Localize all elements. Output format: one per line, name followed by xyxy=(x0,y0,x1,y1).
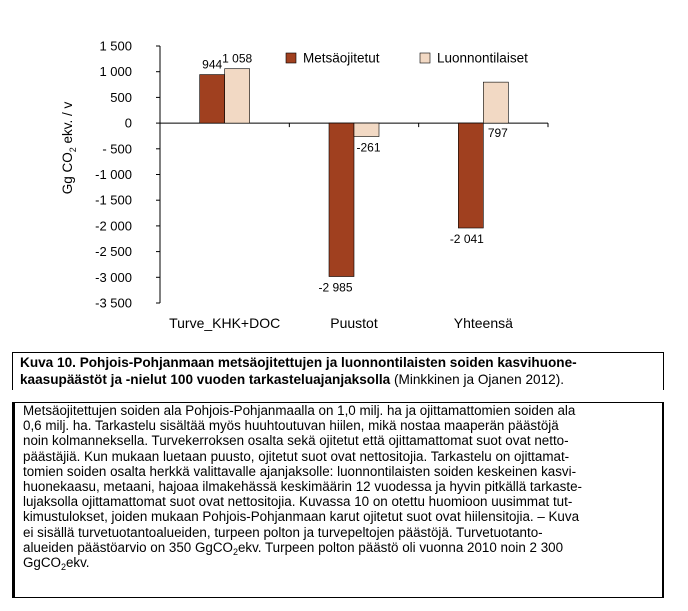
caption-citation: (Minkkinen ja Ojanen 2012). xyxy=(390,372,564,387)
data-label: 944 xyxy=(202,57,223,72)
bar-metsaojitetut xyxy=(200,75,225,124)
x-axis-categories xyxy=(169,315,513,331)
y-tick-label: -3 500 xyxy=(95,295,132,311)
figure-caption xyxy=(12,352,664,390)
y-tick-label: 500 xyxy=(110,89,132,105)
data-label: -2 041 xyxy=(449,232,484,247)
x-category-label: Yhteensä xyxy=(453,315,513,331)
x-category-label: Puustot xyxy=(330,315,378,331)
ylabel-main: Gg CO xyxy=(60,152,75,195)
body-fragment: ekv. xyxy=(65,555,90,571)
body-line: lujaksolla ojittamattomat suot ovat nettositojia. Kuvassa 10 on otettu huomioon uusimmat tut- xyxy=(23,494,573,510)
data-label: -261 xyxy=(356,140,381,155)
ylabel-sub: 2 xyxy=(68,147,78,153)
x-category-label: Turve_KHK+DOC xyxy=(169,315,281,331)
subscript: 2 xyxy=(60,562,66,573)
body-line: noin kolmanneksella. Turvekerroksen osalta sekä ojitetut että ojittamattomat suot ovat netto- xyxy=(23,433,569,449)
data-label: 1 058 xyxy=(222,51,253,66)
y-tick-label: -3 000 xyxy=(95,269,132,285)
caption-title: Kuva 10. Pohjois-Pohjanmaan metsäojitettujen ja luonnontilaisten soiden kasvihuone-kaasupäästöt ja -nielut 100 vuoden tarkasteluajanjaksolla xyxy=(20,355,577,387)
body-line: tomien soiden osalta herkkä valittavalle ajanjaksolle: luonnontilaisten soiden keskeinen kasvi- xyxy=(23,463,577,479)
body-fragment: ekv. Turpeen polton päästö oli vuonna 2010 noin 2 300 xyxy=(237,539,564,555)
body-fragment: alueiden päästöarvio on 350 GgCO xyxy=(23,539,233,555)
body-line: Metsäojitettujen soiden ala Pohjois-Pohjanmaalla on 1,0 milj. ha ja ojittamattomien soiden ala xyxy=(23,403,576,418)
body-line xyxy=(23,555,654,573)
legend-label: Metsäojitetut xyxy=(303,50,380,66)
body-line xyxy=(23,540,654,555)
bar-luonnontilaiset xyxy=(354,123,379,136)
y-axis-label xyxy=(60,101,78,194)
body-line: huonekaasu, metaani, hajoaa ilmakehässä keskimäärin 12 vuodessa ja hyvin pitkällä tarkaste- xyxy=(23,479,583,495)
body-line: päästäjiä. Kun mukaan luetaan puusto, ojitetut suot ovat nettositojia. Tarkastelu on ojittamat- xyxy=(23,448,570,464)
legend-swatch xyxy=(286,53,296,63)
body-line: 0,6 milj. ha. Tarkastelu sisältää myös huuhtoutuvan hiilen, mikä nostaa maaperän päästöjä xyxy=(23,418,559,434)
body-line: ei sisällä turvetuotantoalueiden, turpeen polton ja turvepeltojen päästöjä. Turvetuotanto- xyxy=(23,524,543,540)
y-tick-label: - 500 xyxy=(102,141,132,157)
y-tick-label: 0 xyxy=(124,115,132,131)
y-tick-label: 1 500 xyxy=(99,38,132,54)
y-tick-label: -1 000 xyxy=(95,167,132,182)
y-tick-label: -2 000 xyxy=(95,218,132,234)
bar-luonnontilaiset xyxy=(225,69,250,123)
data-label: -2 985 xyxy=(318,280,353,295)
bar-metsaojitetut xyxy=(458,123,483,228)
body-fragment: GgCO xyxy=(23,555,61,571)
ylabel-rest: ekv. / v xyxy=(60,101,75,148)
subscript: 2 xyxy=(232,546,238,557)
y-tick-label: -2 500 xyxy=(95,244,132,260)
bar-luonnontilaiset xyxy=(483,82,508,123)
y-tick-label: 1 000 xyxy=(99,64,132,80)
body-line: kimustulokset, joiden mukaan Pohjois-Pohjanmaan karut ojitetut suot ovat hiilensitojia. – Kuva xyxy=(23,509,580,525)
legend xyxy=(286,51,528,66)
legend-label: Luonnontilaiset xyxy=(437,50,528,66)
legend-swatch xyxy=(420,53,430,63)
bar-metsaojitetut xyxy=(329,123,354,276)
body-text-box xyxy=(12,402,664,598)
data-label: 797 xyxy=(487,126,508,141)
y-tick-label: -1 500 xyxy=(95,192,132,208)
